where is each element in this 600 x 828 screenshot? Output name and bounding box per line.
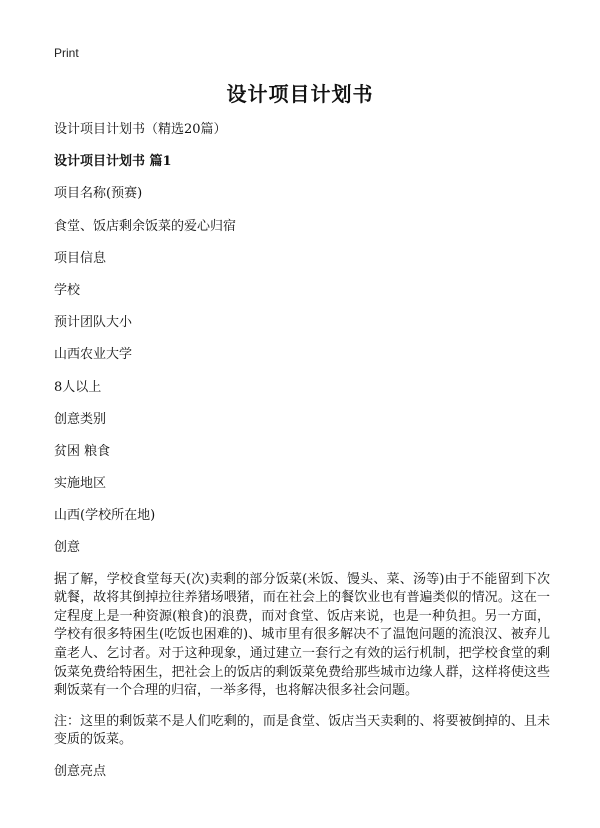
line-school-name: 山西农业大学 [54, 347, 133, 363]
line-idea-label: 创意 [54, 540, 81, 556]
line-region: 山西(学校所在地) [54, 508, 156, 524]
line-highlights-label: 创意亮点 [54, 763, 107, 779]
print-label: Print [54, 46, 79, 60]
line-category-label: 创意类别 [54, 411, 107, 427]
idea-paragraph: 据了解，学校食堂每天(次)卖剩的部分饭菜(米饭、馒头、菜、汤等)由于不能留到下次就餐，故将其倒掉拉往养猪场喂猪，而在社会上的餐饮业也有普遍类似的情况。这在一定程度上是一种资源(粮食)的浪费，而对食堂、饭店来说，也是一种负担。另一方面，学校有很多特困生(吃饭也困难的)、城市里有很多解决不了温饱问题的流浪汉、被弃儿童老人、乞讨者。对于这种现象，通过建立一套行之有效的运行机制，把学校食堂的剩饭菜免费给特困生，把社会上的饭店的剩饭菜免费给那些城市边缘人群，这样将使这些剩饭菜有一个合理的归宿，一举多得，也将解决很多社会问题。 [54, 571, 550, 699]
page-title: 设计项目计划书 [226, 82, 374, 106]
line-region-label: 实施地区 [54, 476, 107, 492]
line-project-title: 食堂、饭店剩余饭菜的爱心归宿 [54, 218, 237, 234]
line-school-label: 学校 [54, 282, 81, 298]
line-project-info: 项目信息 [54, 250, 107, 266]
line-category: 贫困 粮食 [54, 443, 111, 459]
note-paragraph: 注：这里的剩饭菜不是人们吃剩的，而是食堂、饭店当天卖剩的、将要被倒掉的、且未变质的饭菜。 [54, 713, 550, 748]
subtitle: 设计项目计划书（精选20篇） [54, 122, 227, 137]
line-team-size: 8人以上 [54, 379, 102, 395]
section-heading: 设计项目计划书 篇1 [54, 154, 172, 170]
line-team-size-label: 预计团队大小 [54, 315, 133, 331]
line-project-name: 项目名称(预赛) [54, 186, 143, 202]
document-body [54, 120, 550, 794]
